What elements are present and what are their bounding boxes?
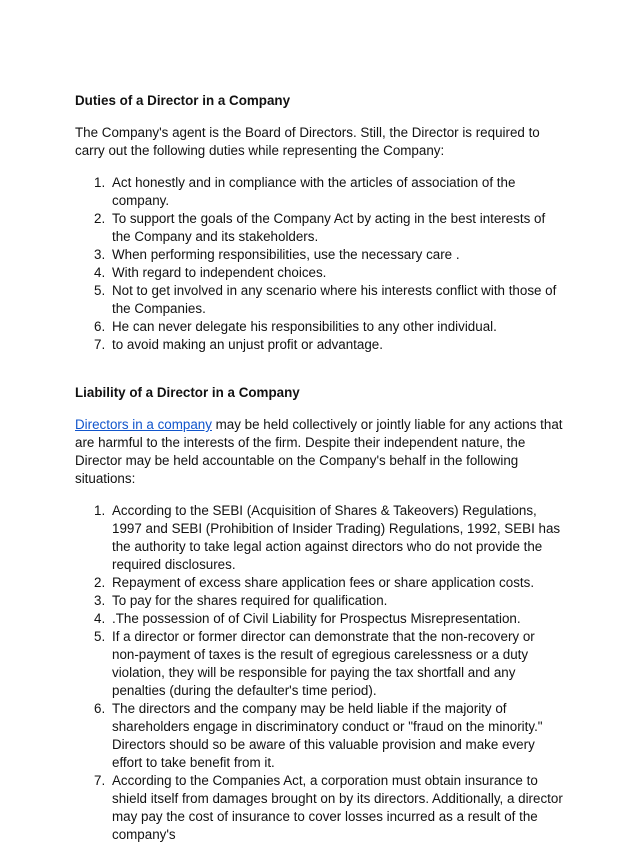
list-item-text: With regard to independent choices.: [112, 265, 327, 280]
list-number: 6.: [94, 319, 106, 334]
duties-list: [75, 174, 565, 354]
list-number: 6.: [94, 701, 106, 716]
list-item: [75, 210, 565, 246]
list-item-text: To support the goals of the Company Act by acting in the best interests of the Company and its stakeholders.: [112, 211, 546, 244]
document-page: [75, 92, 565, 844]
list-item: [75, 700, 565, 772]
list-item-text: To pay for the shares required for qualification.: [112, 593, 388, 608]
list-item: [75, 772, 565, 844]
directors-in-a-company-link[interactable]: Directors in a company: [75, 417, 212, 432]
liability-list: [75, 502, 565, 844]
list-item: [75, 264, 565, 282]
list-number: 5.: [94, 629, 106, 644]
duties-heading: Duties of a Director in a Company: [75, 93, 291, 108]
list-number: 2.: [94, 211, 106, 226]
list-item-text: He can never delegate his responsibilities to any other individual.: [112, 319, 497, 334]
list-item-text: When performing responsibilities, use the necessary care .: [112, 247, 460, 262]
list-number: 4.: [94, 611, 106, 626]
list-item: [75, 628, 565, 700]
list-item: [75, 574, 565, 592]
list-item-text: Repayment of excess share application fees or share application costs.: [112, 575, 535, 590]
list-item: [75, 282, 565, 318]
list-item: [75, 592, 565, 610]
list-item-text: .The possession of of Civil Liability for Prospectus Misrepresentation.: [112, 611, 521, 626]
duties-intro: The Company's agent is the Board of Directors. Still, the Director is required to carry out the following duties while representing the Company:: [75, 125, 540, 158]
list-item-text: According to the Companies Act, a corporation must obtain insurance to shield itself from damages brought on by its directors. Additionally, a director may pay the cost of insurance to cover losses incurred as a result of the company's: [112, 773, 563, 842]
list-number: 3.: [94, 247, 106, 262]
list-item: [75, 246, 565, 264]
list-item: [75, 174, 565, 210]
list-item-text: According to the SEBI (Acquisition of Shares & Takeovers) Regulations, 1997 and SEBI (Prohibition of Insider Trading) Regulations, 1992, SEBI has the authority to take legal action against directors who do not provide the required disclosures.: [112, 503, 561, 572]
list-item-text: Act honestly and in compliance with the articles of association of the company.: [112, 175, 516, 208]
list-number: 3.: [94, 593, 106, 608]
list-number: 1.: [94, 175, 106, 190]
liability-intro: [75, 416, 565, 488]
list-item: [75, 610, 565, 628]
list-item: [75, 336, 565, 354]
list-item-text: If a director or former director can demonstrate that the non-recovery or non-payment of taxes is the result of egregious carelessness or a duty violation, they will be responsible for paying the tax shortfall and any penalties (during the defaulter's time period).: [112, 629, 535, 698]
list-number: 2.: [94, 575, 106, 590]
list-number: 1.: [94, 503, 106, 518]
list-number: 7.: [94, 773, 106, 788]
liability-intro-text: may be held collectively or jointly liable for any actions that are harmful to the interests of the firm. Despite their independent nature, the Director may be held accountable on the Company's behalf in the following situations:: [75, 417, 563, 486]
list-item-text: Not to get involved in any scenario where his interests conflict with those of the Companies.: [112, 283, 557, 316]
list-item: [75, 502, 565, 574]
list-item-text: to avoid making an unjust profit or advantage.: [112, 337, 383, 352]
list-item-text: The directors and the company may be held liable if the majority of shareholders engage in discriminatory conduct or "fraud on the minority." Directors should so be aware of this valuable provision and make every effort to take benefit from it.: [112, 701, 543, 770]
liability-heading: Liability of a Director in a Company: [75, 385, 300, 400]
list-number: 7.: [94, 337, 106, 352]
list-number: 4.: [94, 265, 106, 280]
list-item: [75, 318, 565, 336]
list-number: 5.: [94, 283, 106, 298]
